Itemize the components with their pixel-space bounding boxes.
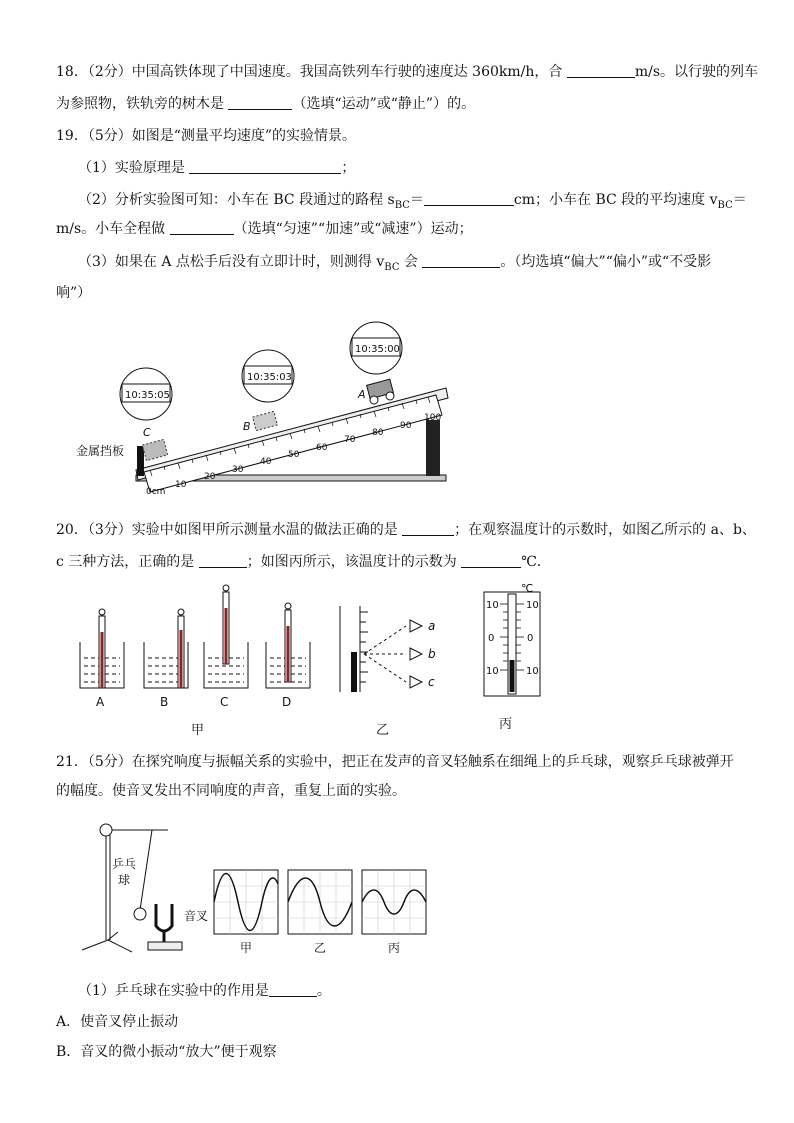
iron-stand xyxy=(82,824,168,952)
label-b: B xyxy=(243,420,251,433)
tick-70: 70 xyxy=(344,435,356,445)
tick-100: 100 xyxy=(424,413,442,423)
beaker-d-label: D xyxy=(282,695,292,709)
scale-left-neg10: 10 xyxy=(486,666,499,677)
eye-a-icon xyxy=(410,620,422,632)
beaker-a xyxy=(80,609,124,709)
eye-c-label: c xyxy=(428,675,435,689)
support-pillar xyxy=(426,420,440,476)
q20-blank-temp[interactable] xyxy=(461,553,521,568)
wave-panel-bing xyxy=(362,870,426,955)
eye-b-label: b xyxy=(428,647,436,661)
clock-c-time: 10:35:05 xyxy=(125,390,170,401)
q19-stem: 19．（5分）如图是“测量平均速度”的实验情景。 xyxy=(56,128,357,144)
q21-part1: （1）乒乓球在实验中的作用是 。 xyxy=(78,983,331,999)
tick-30: 30 xyxy=(232,465,244,475)
clock-a xyxy=(350,322,402,374)
tuning-fork xyxy=(148,904,182,950)
q18-line1: 18．（2分）中国高铁体现了中国速度。我国高铁列车行驶的速度达 360km/h，合 m/s。以行驶的列车 xyxy=(56,64,759,80)
q19-part3: （3）如果在 A 点松手后没有立即计时，则测得 $v_{BC}$ 会 。（均选填“偏大”“偏小”或“不受影 xyxy=(78,254,712,273)
wave-jia-label: 甲 xyxy=(240,941,253,955)
beaker-c-label: C xyxy=(220,695,229,709)
q19-part3-cont: 响”） xyxy=(56,285,92,301)
tick-20: 20 xyxy=(204,472,216,482)
q20-blank-view[interactable] xyxy=(199,553,247,568)
tick-50: 50 xyxy=(288,450,300,460)
q20-blank-method[interactable] xyxy=(402,521,454,536)
q18-blank-motion[interactable] xyxy=(228,95,292,110)
scale-left-0: 0 xyxy=(488,633,495,644)
beaker-d xyxy=(266,603,310,709)
wave-panel-jia xyxy=(214,870,278,955)
tick-80: 80 xyxy=(372,428,384,438)
celsius-unit: ℃ xyxy=(521,582,534,595)
metal-barrier xyxy=(137,446,144,476)
q21-line2: 的幅度。使音叉发出不同响度的声音，重复上面的实验。 xyxy=(56,783,406,799)
tick-0: 0cm xyxy=(146,487,166,497)
beaker-b-label: B xyxy=(160,695,169,709)
cart-b xyxy=(253,411,278,430)
scale-right-0: 0 xyxy=(527,633,534,644)
label-c: C xyxy=(143,426,151,439)
tick-90: 90 xyxy=(400,421,412,431)
q19-part2: （2）分析实验图可知：小车在 BC 段通过的路程 $s_{BC}=$ cm；小车在 BC 段的平均速度 $v_{BC}=$ xyxy=(78,192,747,211)
eye-c-icon xyxy=(410,676,422,688)
q21-blank-role[interactable] xyxy=(269,982,317,997)
scale-left-10: 10 xyxy=(486,600,499,611)
q18-line2: 为参照物，铁轨旁的树木是 （选填“运动”或“静止”）的。 xyxy=(56,96,476,112)
cart-a-wheel xyxy=(370,396,378,404)
label-a: A xyxy=(358,388,366,401)
q21-line1: 21．（5分）在探究响度与振幅关系的实验中，把正在发声的音叉轻触系在细绳上的乒乓球，观察乒乓球被弹开 xyxy=(56,754,734,770)
fig-bing-label: 丙 xyxy=(499,717,513,732)
beaker-c xyxy=(204,585,248,709)
q21-option-b[interactable]: B．音叉的微小振动“放大”便于观察 xyxy=(56,1044,277,1060)
q19-part2-cont: m/s。小车全程做 （选填“匀速”“加速”或“减速”）运动； xyxy=(56,221,473,237)
ball-label-1: 乒乓 xyxy=(112,857,137,871)
tick-40: 40 xyxy=(260,457,272,467)
metal-barrier-label: 金属挡板 xyxy=(76,444,125,458)
wave-panel-yi xyxy=(288,870,352,955)
clock-c xyxy=(120,368,172,420)
clock-a-time: 10:35:00 xyxy=(355,344,400,355)
scale-right-10: 10 xyxy=(526,600,539,611)
q19-blank-motion-type[interactable] xyxy=(170,220,234,235)
q19-blank-effect[interactable] xyxy=(422,253,500,268)
reading-methods xyxy=(340,606,436,692)
fig-jia-label: 甲 xyxy=(191,723,205,738)
tick-60: 60 xyxy=(316,443,328,453)
clock-b-time: 10:35:03 xyxy=(247,372,292,383)
ping-pong-ball xyxy=(134,908,146,920)
q18-blank-speed[interactable] xyxy=(567,63,635,78)
q21-option-a[interactable]: A．使音叉停止振动 xyxy=(56,1014,179,1030)
eye-b-icon xyxy=(410,648,422,660)
q19-blank-principle[interactable] xyxy=(189,159,341,174)
fork-label: 音叉 xyxy=(184,909,209,923)
scale-right-neg10: 10 xyxy=(526,666,539,677)
beaker-a-label: A xyxy=(96,695,105,709)
cart-a-wheel xyxy=(386,392,394,400)
thermometer-figure xyxy=(74,582,554,742)
q20-line2: c 三种方法，正确的是 ；如图丙所示，该温度计的示数为 ℃． xyxy=(56,554,551,570)
fig-yi-label: 乙 xyxy=(376,723,390,738)
incline-figure xyxy=(70,320,460,505)
clock-b xyxy=(242,350,294,402)
tick-10: 10 xyxy=(175,480,187,490)
eye-a-label: a xyxy=(428,619,436,633)
thermometer-scale xyxy=(484,582,540,696)
q19-blank-sbc[interactable] xyxy=(424,191,514,206)
q20-line1: 20．（3分）实验中如图甲所示测量水温的做法正确的是 ；在观察温度计的示数时，如图乙所示的 a、b、 xyxy=(56,522,756,538)
ball-label-2: 球 xyxy=(118,873,131,887)
wave-yi-label: 乙 xyxy=(314,941,327,955)
wave-bing-label: 丙 xyxy=(388,941,401,955)
cart-c xyxy=(142,439,167,460)
tuning-fork-figure xyxy=(72,814,444,964)
q19-part1: （1）实验原理是 ； xyxy=(78,160,356,176)
beaker-b xyxy=(144,609,188,709)
